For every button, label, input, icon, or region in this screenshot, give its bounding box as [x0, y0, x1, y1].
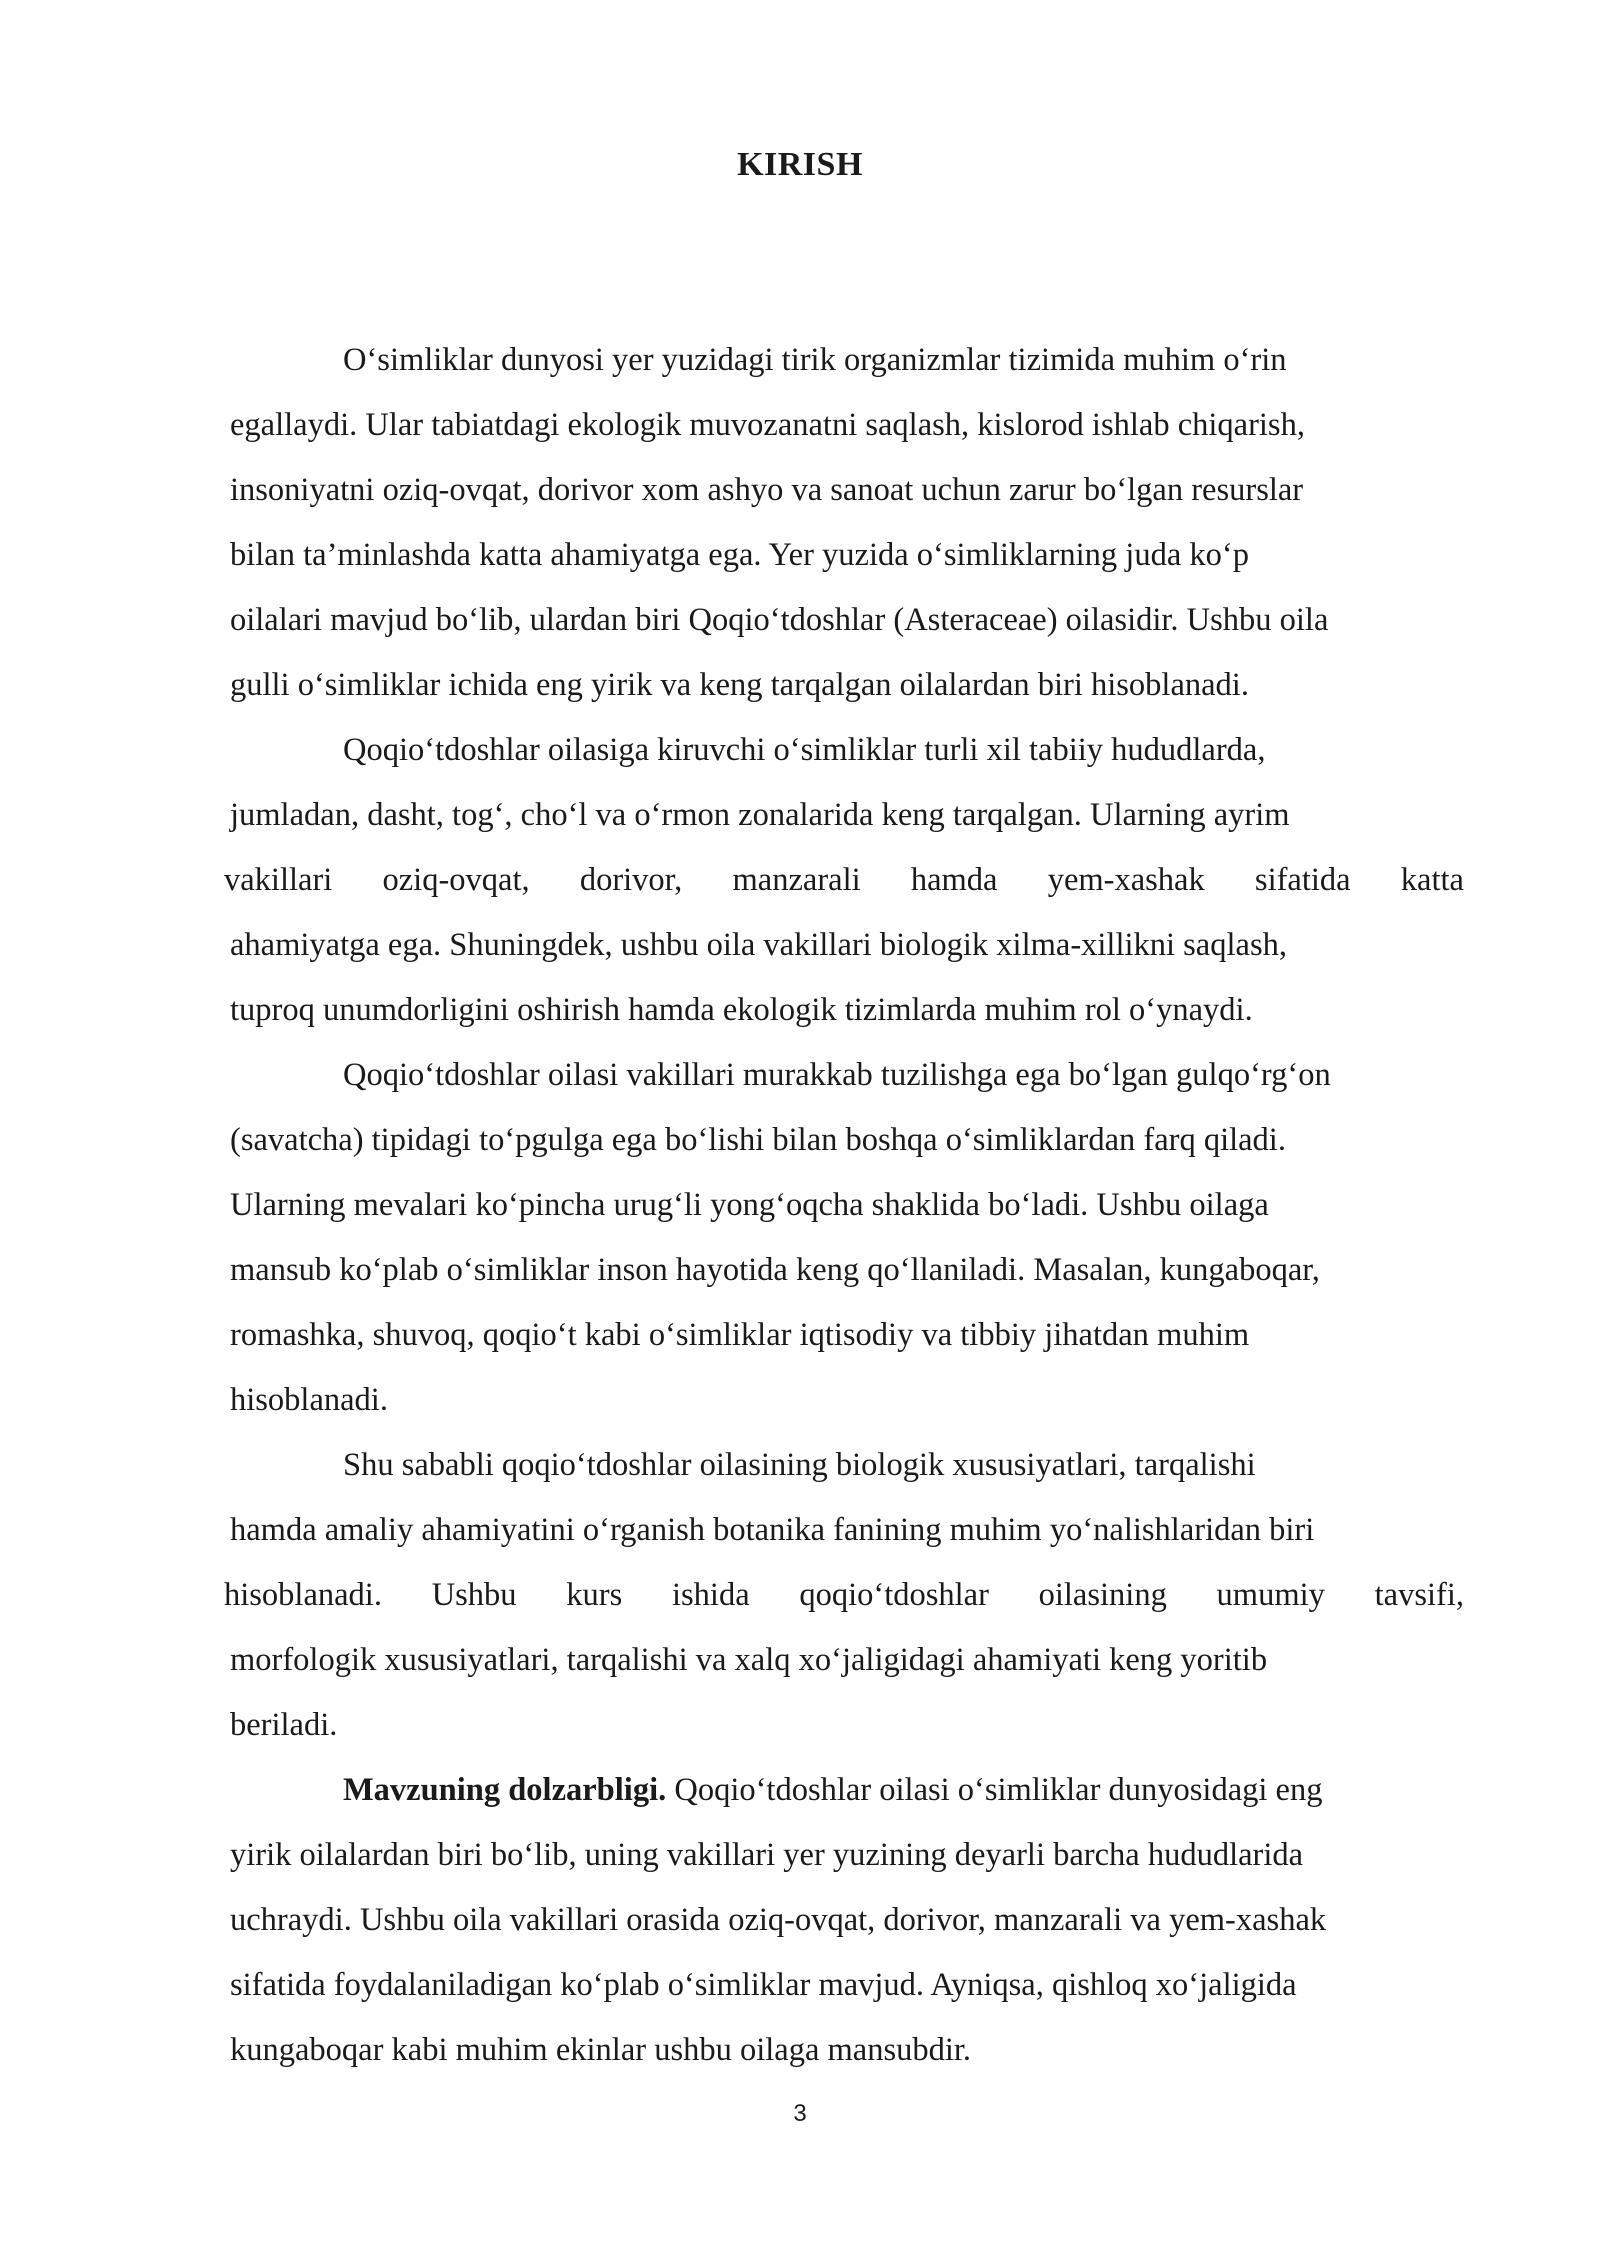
text-line: yirik oilalardan biri bo‘lib, uning vakillari yer yuzining deyarli barcha hududlarida	[230, 1837, 1304, 1873]
page-title: KIRISH	[737, 146, 863, 183]
word: yem-xashak	[1047, 862, 1205, 898]
text-line: beriladi.	[230, 1707, 338, 1743]
text-line: O‘simliklar dunyosi yer yuzidagi tirik organizmlar tizimida muhim o‘rin	[343, 342, 1287, 378]
word: vakillari	[224, 862, 333, 898]
word: kurs	[566, 1577, 623, 1613]
word: sifatida	[1254, 862, 1351, 898]
text-line: gulli o‘simliklar ichida eng yirik va keng tarqalgan oilalardan biri hisoblanadi.	[230, 667, 1249, 703]
text-line: Qoqio‘tdoshlar oilasiga kiruvchi o‘simliklar turli xil tabiiy hududlarda,	[343, 732, 1266, 768]
word: Ushbu	[431, 1577, 517, 1613]
paragraph-distribution	[224, 718, 1470, 1043]
text-line	[230, 1758, 1470, 1823]
text-line: hamda amaliy ahamiyatini o‘rganish botanika fanining muhim yo‘nalishlaridan biri	[230, 1512, 1315, 1548]
text-line: insoniyatni oziq-ovqat, dorivor xom ashyo va sanoat uchun zarur bo‘lgan resurslar	[230, 472, 1304, 508]
word: tavsifi,	[1374, 1577, 1464, 1613]
word: dorivor,	[579, 862, 683, 898]
text-line: kungaboqar kabi muhim ekinlar ushbu oilaga mansubdir.	[230, 2032, 972, 2068]
text-line: bilan ta’minlashda katta ahamiyatga ega. Yer yuzida o‘simliklarning juda ko‘p	[230, 537, 1249, 573]
word: ishida	[671, 1577, 750, 1613]
word: umumiy	[1216, 1577, 1325, 1613]
section-heading-inline: Mavzuning dolzarbligi.	[343, 1772, 667, 1808]
text-line: tuproq unumdorligini oshirish hamda ekologik tizimlarda muhim rol o‘ynaydi.	[230, 992, 1253, 1028]
document-body	[224, 328, 1470, 2083]
text-line: romashka, shuvoq, qoqio‘t kabi o‘simliklar iqtisodiy va tibbiy jihatdan muhim	[230, 1317, 1250, 1353]
text-line: Qoqio‘tdoshlar oilasi vakillari murakkab tuzilishga ega bo‘lgan gulqo‘rg‘on	[343, 1057, 1331, 1093]
paragraph-morphology	[230, 1043, 1470, 1433]
page-number: 3	[793, 2100, 807, 2127]
text-line: Shu sababli qoqio‘tdoshlar oilasining biologik xususiyatlari, tarqalishi	[343, 1447, 1256, 1483]
text-line: oilalari mavjud bo‘lib, ulardan biri Qoqio‘tdoshlar (Asteraceae) oilasidir. Ushbu oila	[230, 602, 1329, 638]
word: katta	[1400, 862, 1464, 898]
text-line: ahamiyatga ega. Shuningdek, ushbu oila vakillari biologik xilma-xillikni saqlash,	[230, 927, 1287, 963]
word: manzarali	[732, 862, 861, 898]
justified-text-line	[224, 848, 1464, 913]
paragraph-relevance	[230, 1758, 1470, 2083]
paragraph-intro	[230, 328, 1470, 718]
text-line: (savatcha) tipidagi to‘pgulga ega bo‘lishi bilan boshqa o‘simliklardan farq qiladi.	[230, 1122, 1286, 1158]
word: oziq-ovqat,	[382, 862, 530, 898]
text-line: egallaydi. Ular tabiatdagi ekologik muvozanatni saqlash, kislorod ishlab chiqarish,	[230, 407, 1305, 443]
word: hisoblanadi.	[224, 1577, 382, 1613]
word: hamda	[910, 862, 998, 898]
text-line: morfologik xususiyatlari, tarqalishi va xalq xo‘jaligidagi ahamiyati keng yoritib	[230, 1642, 1268, 1678]
word: qoqio‘tdoshlar	[799, 1577, 989, 1613]
paragraph-study-purpose	[224, 1433, 1470, 1758]
text-line: Ularning mevalari ko‘pincha urug‘li yong‘oqcha shaklida bo‘ladi. Ushbu oilaga	[230, 1187, 1269, 1223]
text-line: sifatida foydalaniladigan ko‘plab o‘simliklar mavjud. Ayniqsa, qishloq xo‘jaligida	[230, 1967, 1297, 2003]
text-line: hisoblanadi.	[230, 1382, 388, 1418]
word: oilasining	[1038, 1577, 1167, 1613]
text-line: mansub ko‘plab o‘simliklar inson hayotida keng qo‘llaniladi. Masalan, kungaboqar,	[230, 1252, 1320, 1288]
text-line: uchraydi. Ushbu oila vakillari orasida oziq-ovqat, dorivor, manzarali va yem-xashak	[230, 1902, 1327, 1938]
text-fragment: Qoqio‘tdoshlar oilasi o‘simliklar dunyosidagi eng	[666, 1772, 1323, 1808]
text-line: jumladan, dasht, tog‘, cho‘l va o‘rmon zonalarida keng tarqalgan. Ularning ayrim	[230, 797, 1290, 833]
justified-text-line	[224, 1563, 1464, 1628]
